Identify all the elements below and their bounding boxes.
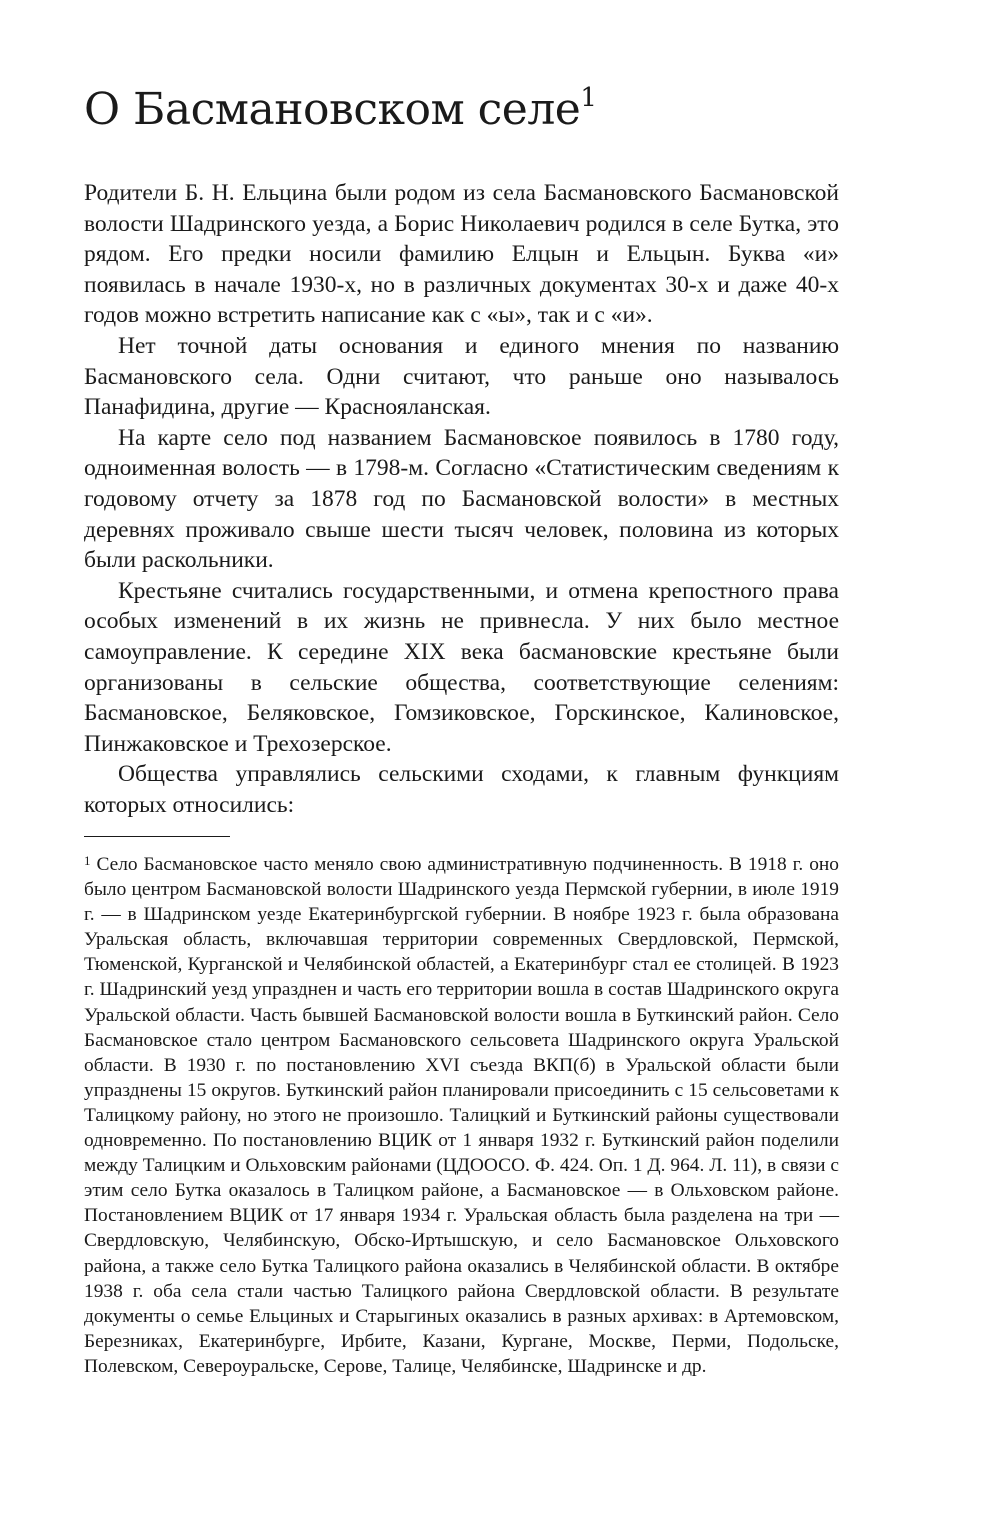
paragraph: Крестьяне считались государственными, и отмена крепостного права особых изменений в их жизнь не привнесла. У них было местное самоуправление. К середине XIX века басмановские крестьяне были организованы в сельские общества, соответствующие селениям: Басмановское, Беляковское, Гомзиковское, Горскинское, Калиновское, Пинжаковское и Трехозерское. <box>84 577 839 757</box>
paragraph: На карте село под названием Басмановское появилось в 1780 году, одноименная волость — в 1798-м. Согласно «Статистическим сведениям к годовому отчету за 1878 год по Басмановской волости» в местных деревнях проживало свыше шести тысяч человек, половина из которых были раскольники. <box>84 424 839 574</box>
footnote-marker: 1 <box>84 853 91 868</box>
chapter-title-text: О Басмановском селе <box>84 84 581 135</box>
footnote-text: Село Басмановское часто меняло свою административную подчиненность. В 1918 г. оно было центром Басмановской волости Шадринского уезда Пермской губернии, в июле 1919 г. — в Шадринском уезде Екатеринбургской губернии. В ноябре 1923 г. была образована Уральская область, включавшая территории современных Свердловской, Пермской, Тюменской, Курганской и Челябинской областей, а Екатеринбург стал ее столицей. В 1923 г. Шадринский уезд упразднен и часть его территории вошла в состав Шадринского округа Уральской области. Часть бывшей Басмановской волости вошла в Буткинский район. Село Басмановское стало центром Басмановского сельсовета Шадринского округа Уральской области. В 1930 г. по постановлению XVI съезда ВКП(б) в Уральской области были упразднены 15 округов. Буткинский район планировали присоединить с 15 сельсоветами к Талицкому району, но этого не произошло. Талицкий и Буткинский районы существовали одновременно. По постановлению ВЦИК от 1 января 1932 г. Буткинский район поделили между Талицким и Ольховским районами (ЦДООСО. Ф. 424. Оп. 1 Д. 964. Л. 11), в связи с этим село Бутка оказалось в Талицком районе, а Басмановское — в Ольховском районе. Постановлением ВЦИК от 17 января 1934 г. Уральская область была разделена на три — Свердловскую, Челябинскую, Обско-Иртышскую, и село Басмановское Ольховского района, а также село Бутка Талицкого района оказались в Челябинской области. В октябре 1938 г. оба села стали частью Талицкого района Свердловской области. В результате документы о семье Ельциных и Старыгиных оказались в разных архивах: в Артемовском, Березниках, Екатеринбурге, Ирбите, Казани, Кургане, Москве, Перми, Подольске, Полевском, Североуральске, Серове, Талице, Челябинске, Шадринске и др. <box>84 854 839 1377</box>
footnote-reference: 1 <box>580 83 597 113</box>
paragraph: Родители Б. Н. Ельцина были родом из села Басмановского Басмановской волости Шадринского уезда, а Борис Николаевич родился в селе Бутка, это рядом. Его предки носили фамилию Елцын и Ельцын. Буква «и» появилась в начале 1930-х, но в различных документах 30-х и даже 40-х годов можно встретить написание как с «ы», так и с «и». <box>84 180 839 329</box>
footnote <box>84 852 839 1379</box>
chapter-title <box>84 78 596 142</box>
paragraph: Общества управлялись сельскими сходами, к главным функциям которых относились: <box>84 761 839 818</box>
main-text <box>84 178 839 820</box>
paragraph: Нет точной даты основания и единого мнения по названию Басмановского села. Одни считают, что раньше оно называлось Панафидина, другие — Краснояланская. <box>84 332 839 421</box>
footnote-separator <box>84 836 230 837</box>
